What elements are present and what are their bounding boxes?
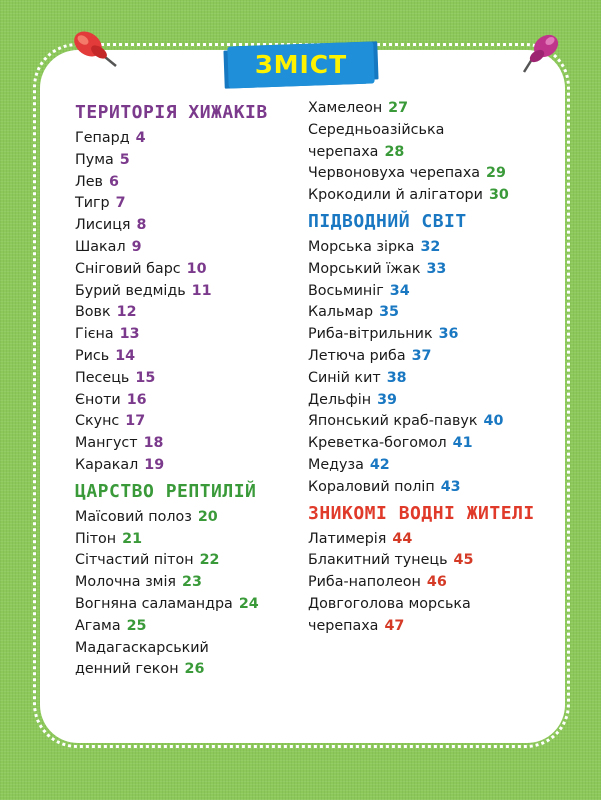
- entry-name: Риба-наполеон: [308, 574, 421, 591]
- entry-name: Гієна: [75, 326, 114, 343]
- section-heading: ПІДВОДНИЙ СВІТ: [308, 210, 467, 232]
- entry-name: Латимерія: [308, 530, 387, 547]
- contents-entry: [308, 390, 535, 412]
- contents-column-right: [308, 98, 535, 638]
- page-number: 37: [411, 347, 432, 364]
- entry-name: Червоновуха черепаха: [308, 165, 481, 182]
- entry-name-continued: [308, 142, 535, 164]
- contents-entry: [75, 594, 268, 616]
- purple-pushpin-icon: [516, 28, 568, 78]
- contents-entry: [308, 120, 535, 164]
- entry-name: Середньоазійська: [308, 121, 445, 138]
- page-number: 46: [426, 574, 447, 591]
- page-number: 9: [131, 238, 142, 255]
- page-number: 16: [126, 391, 147, 408]
- page-number: 18: [143, 435, 164, 452]
- entry-name: Рись: [75, 347, 110, 364]
- contents-entry: [75, 172, 268, 194]
- entry-name: Дельфін: [308, 391, 372, 408]
- entry-name: Вовк: [75, 304, 111, 321]
- page-number: 42: [369, 456, 390, 473]
- page-number: 32: [420, 238, 441, 255]
- page-number: 33: [426, 260, 447, 277]
- entry-name: Кораловий поліп: [308, 478, 435, 495]
- page-number: 6: [108, 173, 119, 190]
- contents-entry: [308, 550, 535, 572]
- page-number: 21: [122, 530, 143, 547]
- contents-entry: [308, 477, 535, 499]
- section-heading: ЦАРСТВО РЕПТИЛІЙ: [75, 480, 257, 502]
- entry-name: Довгоголова морська: [308, 595, 471, 612]
- page-number: 34: [389, 282, 410, 299]
- page-number: 19: [144, 456, 165, 473]
- entry-name: Летюча риба: [308, 347, 406, 364]
- entry-name: Лев: [75, 173, 103, 190]
- entry-name: Агама: [75, 617, 121, 634]
- entry-name: Сітчастий пітон: [75, 552, 194, 569]
- entry-name-part: черепаха: [308, 617, 379, 634]
- page-number: 44: [392, 530, 413, 547]
- page-number: 43: [440, 478, 461, 495]
- contents-entry: [75, 302, 268, 324]
- page-number: 39: [377, 391, 397, 408]
- page-number: 13: [119, 326, 140, 343]
- page-title: ЗМІСТ: [254, 50, 348, 79]
- contents-entry: [308, 529, 535, 551]
- contents-entry: [75, 529, 268, 551]
- contents-entry: [75, 616, 268, 638]
- page-number: 15: [135, 369, 156, 386]
- section-heading: ТЕРИТОРІЯ ХИЖАКІВ: [75, 102, 268, 123]
- contents-entry: [308, 572, 535, 594]
- page-number: 36: [438, 326, 459, 343]
- entry-name: Сніговий барс: [75, 260, 181, 277]
- contents-entry: [308, 237, 535, 259]
- entry-name-continued: [75, 659, 268, 681]
- contents-entry: [308, 594, 535, 638]
- entry-name: Маїсовий полоз: [75, 508, 192, 525]
- entry-name-part: денний гекон: [75, 661, 179, 678]
- contents-entry: [75, 128, 268, 150]
- page-number: 17: [125, 413, 146, 430]
- entry-name-continued: [308, 616, 535, 638]
- contents-entry: [75, 150, 268, 172]
- contents-entry: [308, 368, 535, 390]
- contents-entry: [75, 550, 268, 572]
- page-number: 26: [184, 661, 205, 678]
- entry-name: Морський їжак: [308, 260, 421, 277]
- contents-entry: [75, 455, 268, 477]
- entry-name: Хамелеон: [308, 100, 383, 116]
- entry-name: Лисиця: [75, 217, 131, 234]
- entry-name: Пітон: [75, 530, 117, 547]
- entry-name: Єноти: [75, 391, 121, 408]
- contents-entry: [75, 259, 268, 281]
- page-number: 5: [119, 151, 130, 168]
- contents-entry: [75, 281, 268, 303]
- entry-name: Шакал: [75, 238, 126, 255]
- contents-entry: [75, 237, 268, 259]
- page-number: 27: [388, 100, 409, 116]
- page-number: 12: [116, 304, 137, 321]
- contents-entry: [308, 433, 535, 455]
- entry-name: Пума: [75, 151, 114, 168]
- page-number: 45: [453, 552, 474, 569]
- page-number: 24: [238, 595, 259, 612]
- page-number: 23: [182, 574, 202, 591]
- page-number: 30: [488, 187, 509, 204]
- entry-name: Восьминіг: [308, 282, 384, 299]
- page-number: 40: [483, 413, 504, 430]
- entry-name: Песець: [75, 369, 130, 386]
- contents-entry: [75, 390, 268, 412]
- entry-name-part: черепаха: [308, 143, 379, 160]
- page-number: 28: [384, 143, 405, 160]
- page-number: 38: [386, 369, 407, 386]
- page-number: 25: [126, 617, 147, 634]
- contents-entry: [75, 411, 268, 433]
- contents-entry: [308, 259, 535, 281]
- entry-name: Морська зірка: [308, 238, 415, 255]
- page-number: 11: [191, 282, 212, 299]
- entry-name: Синій кит: [308, 369, 381, 386]
- contents-entry: [75, 215, 268, 237]
- page-number: 29: [486, 165, 506, 182]
- contents-entry: [75, 324, 268, 346]
- page-number: 47: [384, 617, 405, 634]
- entry-name: Креветка-богомол: [308, 435, 447, 452]
- entry-name: Японський краб-павук: [308, 413, 478, 430]
- entry-name: Тигр: [75, 195, 110, 212]
- page-number: 4: [135, 130, 146, 146]
- page-number: 14: [115, 347, 136, 364]
- contents-entry: [308, 98, 535, 120]
- contents-entry: [308, 455, 535, 477]
- contents-entry: [75, 572, 268, 594]
- entry-name: Блакитний тунець: [308, 552, 448, 569]
- contents-entry: [75, 368, 268, 390]
- page-number: 41: [452, 435, 473, 452]
- page-number: 20: [197, 508, 218, 525]
- page-number: 10: [186, 260, 207, 277]
- entry-name: Риба-вітрильник: [308, 326, 433, 343]
- entry-name: Мадагаскарський: [75, 639, 209, 656]
- contents-entry: [308, 281, 535, 303]
- entry-name: Молочна змія: [75, 574, 177, 591]
- contents-entry: [308, 346, 535, 368]
- contents-column-left: [75, 98, 268, 681]
- entry-name: Крокодили й алігатори: [308, 187, 483, 204]
- page-number: 35: [379, 304, 400, 321]
- entry-name: Мангуст: [75, 435, 138, 452]
- entry-name: Каракал: [75, 456, 139, 473]
- entry-name: Бурий ведмідь: [75, 282, 186, 299]
- entry-name: Кальмар: [308, 304, 374, 321]
- page-number: 22: [199, 552, 220, 569]
- entry-name: Вогняна саламандра: [75, 595, 233, 612]
- page-number: 7: [115, 195, 126, 212]
- contents-entry: [308, 163, 535, 185]
- contents-entry: [308, 185, 535, 207]
- entry-name: Скунс: [75, 413, 120, 430]
- entry-name: Гепард: [75, 130, 130, 146]
- contents-entry: [75, 193, 268, 215]
- contents-entry: [75, 346, 268, 368]
- contents-entry: [75, 433, 268, 455]
- contents-entry: [308, 302, 535, 324]
- contents-entry: [308, 324, 535, 346]
- contents-entry: [75, 638, 268, 682]
- entry-name: Медуза: [308, 456, 364, 473]
- page-number: 8: [136, 217, 147, 234]
- red-pushpin-icon: [66, 22, 126, 72]
- contents-entry: [75, 507, 268, 529]
- section-heading: ЗНИКОМІ ВОДНІ ЖИТЕЛІ: [308, 502, 535, 524]
- contents-entry: [308, 411, 535, 433]
